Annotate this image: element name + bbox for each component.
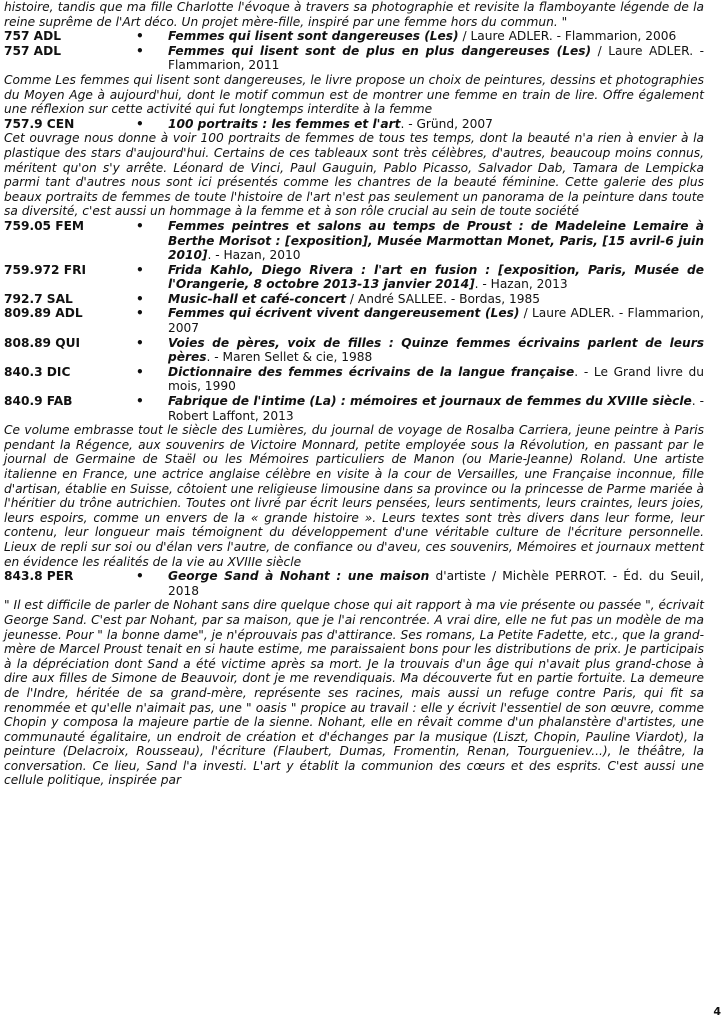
bullet-icon: • [136,218,144,233]
publication-info: / Laure ADLER. - Flammarion, 2011 [168,43,705,73]
catalog-entry [4,306,704,335]
book-title: Femmes qui écrivent vivent dangereusement (Les) [168,306,520,321]
annotation-paragraph: Cet ouvrage nous donne à voir 100 portraits de femmes de tous tes temps, dont la beauté n'a rien à envier à la plastique des stars d'aujourd'hui. Certains de ces tableaux sont très célèbres, d'autres, beaucoup moins connus, méritent qu'on s'y arrête. Léonard de Vinci, Paul Gauguin, Pablo Picasso, Salvador Dab, Tamara de Lempicka parmi tant d'autres nous sont ici présentés comme les chantres de la beauté féminine. Cette galerie des plus beaux portraits de femmes de toute l'histoire de l'art n'est pas seulement un panorama de la peinture dans toute sa diversité, c'est aussi un hommage à la femme et à son rôle crucial au sein de toute société [4,131,704,219]
entry-description [168,292,704,307]
publication-info: / Laure ADLER. - Flammarion, 2007 [168,306,704,336]
entry-description [168,263,704,292]
book-title: Fabrique de l'intime (La) : mémoires et journaux de femmes du XVIIIe siècle [168,394,692,409]
bullet-icon: • [136,569,144,584]
bullet-icon: • [136,306,144,321]
call-number: 840.3 DIC [4,364,71,379]
catalog-entry [4,29,704,44]
bullet-icon: • [136,29,144,44]
catalog-entry [4,292,704,307]
entry-description [168,306,704,335]
page-number: 4 [713,1005,721,1018]
bullet-icon: • [136,335,144,350]
book-title: Femmes peintres et salons au temps de Proust : de Madeleine Lemaire à Berthe Morisot : [exposition], Musée Marmottan Monet, Paris, [15 avril-6 juin 2010] [168,218,704,263]
publication-info: / Laure ADLER. - Flammarion, 2006 [458,29,677,44]
call-number: 757.9 CEN [4,116,75,131]
entry-description [168,219,704,263]
call-number: 757 ADL [4,29,61,44]
book-title: Music-hall et café-concert [168,291,347,306]
bullet-icon: • [136,43,144,58]
bullet-icon: • [136,364,144,379]
call-number: 809.89 ADL [4,306,83,321]
entry-description [168,117,704,132]
catalog-entry [4,336,704,365]
bullet-icon: • [136,394,144,409]
bullet-icon: • [136,262,144,277]
publication-info: d'artiste / Michèle PERROT. - Éd. du Seuil, 2018 [168,569,705,598]
call-number: 759.972 FRI [4,262,86,277]
publication-info: . - Hazan, 2010 [207,248,301,263]
call-number: 843.8 PER [4,569,74,584]
book-title: 100 portraits : les femmes et l'art [168,116,401,131]
entry-description [168,394,704,423]
call-number: 792.7 SAL [4,291,73,306]
entry-description [168,569,704,598]
entry-description [168,29,704,44]
catalog-entry [4,44,704,73]
catalog-entry [4,394,704,423]
annotation-paragraph: Ce volume embrasse tout le siècle des Lumières, du journal de voyage de Rosalba Carriera, jeune peintre à Paris pendant la Régence, aux souvenirs de Victoire Monnard, petite employée sous la Révolution, en passant par le journal de Germaine de Staël ou les Mémoires particuliers de Manon (ou Marie-Jeanne) Roland. Une artiste italienne en France, une actrice anglaise célèbre en visite à la cour de Versailles, une Française inconnue, fille d'artisan, établie en Suisse, côtoient une religieuse limousine dans sa province ou la princesse de Parme mariée à l'héritier du trône autrichien. Toutes ont livré par écrit leurs pensées, leurs sentiments, leurs craintes, leurs joies, leurs espoirs, comme un envers de la « grande histoire ». Leurs textes sont très divers dans leur forme, leur contenu, leur longueur mais témoignent du développement d'une véritable culture de l'écriture personnelle. Lieux de repli sur soi ou d'élan vers l'autre, de confiance ou d'aveu, ces souvenirs, Mémoires et journaux mettent en évidence les réalités de la vie au XVIIIe siècle [4,423,704,569]
annotation-paragraph: " Il est difficile de parler de Nohant sans dire quelque chose qui ait rapport à ma vie présente ou passée ", écrivait George Sand. C'est par Nohant, par sa maison, que je l'ai rencontrée. A vrai dire, elle ne fut pas un modèle de ma jeunesse. Pour " la bonne dame", je n'éprouvais pas d'attirance. Ses romans, La Petite Fadette, etc., que la grand-mère de Marcel Proust tenait en si haute estime, me paraissaient bons pour les distributions de prix. Je participais à la dépréciation dont Sand a été victime après sa mort. Je la trouvais d'un âge qui n'avait plus grand-chose à dire aux filles de Simone de Beauvoir, dont je me revendiquais. Ma découverte fut en partie fortuite. La demeure de l'Indre, héritée de sa grand-mère, représente ses racines, mais aussi un refuge contre Paris, qui fit sa renommée et qu'elle n'aimait pas, une " oasis " propice au travail : elle y écrivit l'essentiel de son œuvre, comme Chopin y composa la majeure partie de la sienne. Nohant, elle en rêvait comme d'un phalanstère d'artistes, une communauté égalitaire, un endroit de création et d'échanges par la musique (Liszt, Chopin, Pauline Viardot), la peinture (Delacroix, Rousseau), l'écriture (Flaubert, Dumas, Fromentin, Renan, Tourgueniev...), le théâtre, la conversation. Ce lieu, Sand l'a investi. L'art y établit la communion des cœurs et des esprits. C'est aussi une cellule politique, inspirée par [4,598,704,788]
book-title: George Sand à Nohant : une maison [168,569,430,584]
catalog-entry [4,117,704,132]
annotation-paragraph: Comme Les femmes qui lisent sont dangereuses, le livre propose un choix de peintures, dessins et photographies du Moyen Age à aujourd'hui, dont le motif commun est de montrer une femme en train de lire. Offre également une réflexion sur cette activité qui fut longtemps interdite à la femme [4,72,704,117]
call-number: 759.05 FEM [4,218,85,233]
bullet-icon: • [136,291,144,306]
book-title: Dictionnaire des femmes écrivains de la langue française [168,364,575,379]
catalog-entry [4,569,704,598]
call-number: 840.9 FAB [4,394,73,409]
catalog-entry [4,365,704,394]
catalog-entry [4,219,704,263]
publication-info: . - Hazan, 2013 [474,277,568,292]
publication-info: / André SALLEE. - Bordas, 1985 [346,291,541,306]
book-title: Voies de pères, voix de filles : Quinze femmes écrivains parlent de leurs pères [168,335,704,365]
book-title: Frida Kahlo, Diego Rivera : l'art en fusion : [exposition, Paris, Musée de l'Orangerie, 8 octobre 2013-13 janvier 2014] [168,262,704,292]
publication-info: . - Gründ, 2007 [400,116,493,131]
catalog-entry [4,263,704,292]
book-title: Femmes qui lisent sont dangereuses (Les) [168,29,459,44]
call-number: 808.89 QUI [4,335,81,350]
entry-description [168,365,704,394]
document-page [4,0,704,788]
entry-description [168,336,704,365]
call-number: 757 ADL [4,43,61,58]
bullet-icon: • [136,116,144,131]
annotation-paragraph: histoire, tandis que ma fille Charlotte l'évoque à travers sa photographie et revisite la flamboyante légende de la reine suprême de l'Art déco. Un projet mère-fille, inspiré par une femme hors du commun. " [4,0,704,29]
publication-info: . - Le Grand livre du mois, 1990 [168,364,704,394]
publication-info: . - Robert Laffont, 2013 [168,394,704,423]
publication-info: . - Maren Sellet & cie, 1988 [206,350,373,365]
entry-description [168,44,704,73]
book-title: Femmes qui lisent sont de plus en plus dangereuses (Les) [168,43,592,58]
